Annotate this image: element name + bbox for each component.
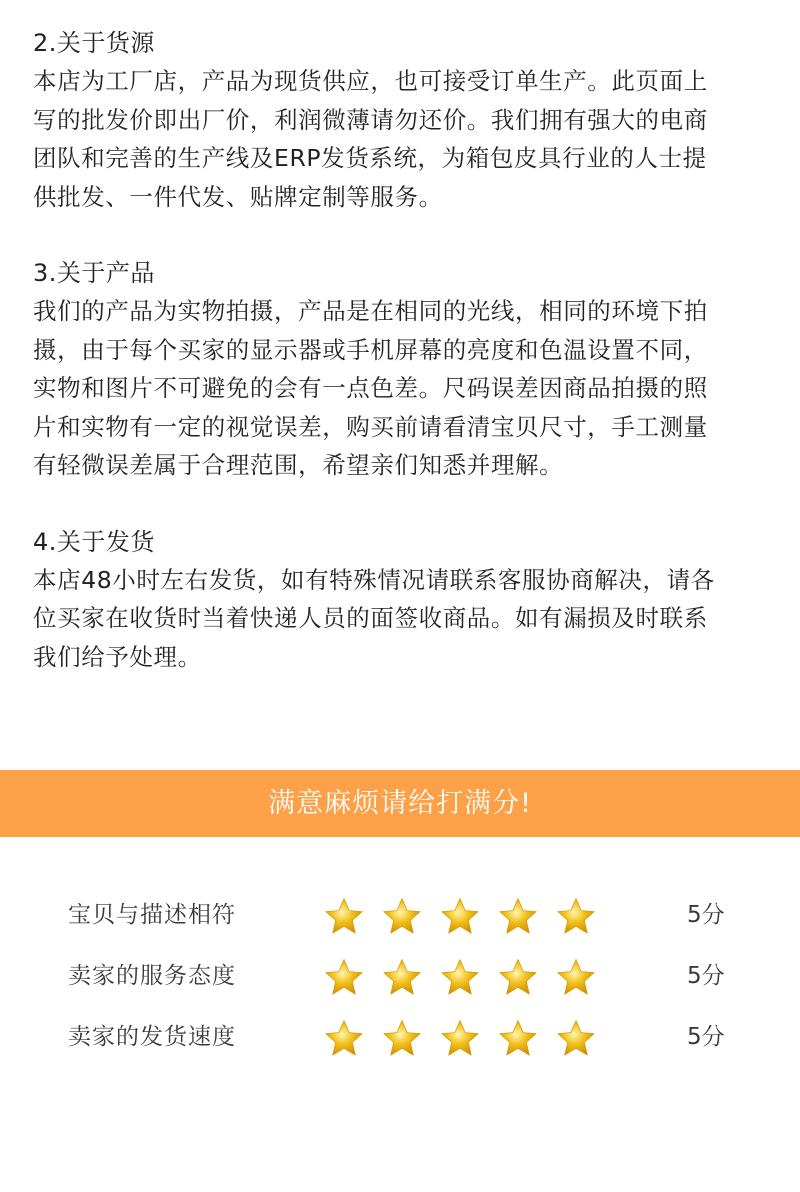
star-icon <box>324 957 364 997</box>
star-icon <box>498 1018 538 1058</box>
star-icon <box>498 957 538 997</box>
section-text-line: 团队和完善的生产线及ERP发货系统，为箱包皮具行业的人士提 <box>33 144 707 172</box>
star-icon <box>382 1018 422 1058</box>
section-text-line: 有轻微误差属于合理范围，希望亲们知悉并理解。 <box>33 451 564 479</box>
rating-row-service <box>0 954 800 998</box>
star-rating <box>324 1018 614 1058</box>
rating-label: 宝贝与描述相符 <box>68 902 236 928</box>
section-text-line: 供批发、一件代发、贴牌定制等服务。 <box>33 182 443 211</box>
section-product <box>33 254 773 485</box>
rating-score: 5分 <box>687 963 725 989</box>
rating-label: 卖家的服务态度 <box>68 963 236 989</box>
rating-score: 5分 <box>687 1024 725 1050</box>
section-text-line: 摄，由于每个买家的显示器或手机屏幕的亮度和色温设置不同， <box>33 335 708 364</box>
star-rating <box>324 896 614 936</box>
star-icon <box>498 896 538 936</box>
star-rating <box>324 957 614 997</box>
section-heading: 2.关于货源 <box>33 29 155 57</box>
star-icon <box>556 957 596 997</box>
rating-request-banner: 满意麻烦请给打满分! <box>0 770 800 837</box>
star-icon <box>382 957 422 997</box>
rating-label: 卖家的发货速度 <box>68 1024 236 1050</box>
section-heading: 4.关于发货 <box>33 527 155 556</box>
section-text-line: 实物和图片不可避免的会有一点色差。尺码误差因商品拍摄的照 <box>33 374 708 402</box>
star-icon <box>556 896 596 936</box>
rating-row-shipping-speed <box>0 1015 800 1059</box>
star-icon <box>440 896 480 936</box>
star-icon <box>382 896 422 936</box>
rating-row-description <box>0 893 800 937</box>
section-text-line: 本店48小时左右发货，如有特殊情况请联系客服协商解决，请各 <box>33 565 715 594</box>
section-heading: 3.关于产品 <box>33 259 155 287</box>
policy-sections <box>33 24 773 714</box>
rating-score: 5分 <box>687 902 725 928</box>
star-icon <box>556 1018 596 1058</box>
star-icon <box>324 1018 364 1058</box>
section-text-line: 写的批发价即出厂价，利润微薄请勿还价。我们拥有强大的电商 <box>33 105 708 134</box>
star-icon <box>440 1018 480 1058</box>
star-icon <box>324 896 364 936</box>
section-text-line: 位买家在收货时当着快递人员的面签收商品。如有漏损及时联系 <box>33 604 708 632</box>
section-text-line: 我们的产品为实物拍摄，产品是在相同的光线，相同的环境下拍 <box>33 297 708 325</box>
section-text-line: 我们给予处理。 <box>33 642 202 671</box>
section-text-line: 本店为工厂店，产品为现货供应，也可接受订单生产。此页面上 <box>33 67 708 95</box>
section-shipping <box>33 523 773 677</box>
section-source <box>33 24 773 216</box>
star-icon <box>440 957 480 997</box>
section-text-line: 片和实物有一定的视觉误差，购买前请看清宝贝尺寸，手工测量 <box>33 412 708 441</box>
